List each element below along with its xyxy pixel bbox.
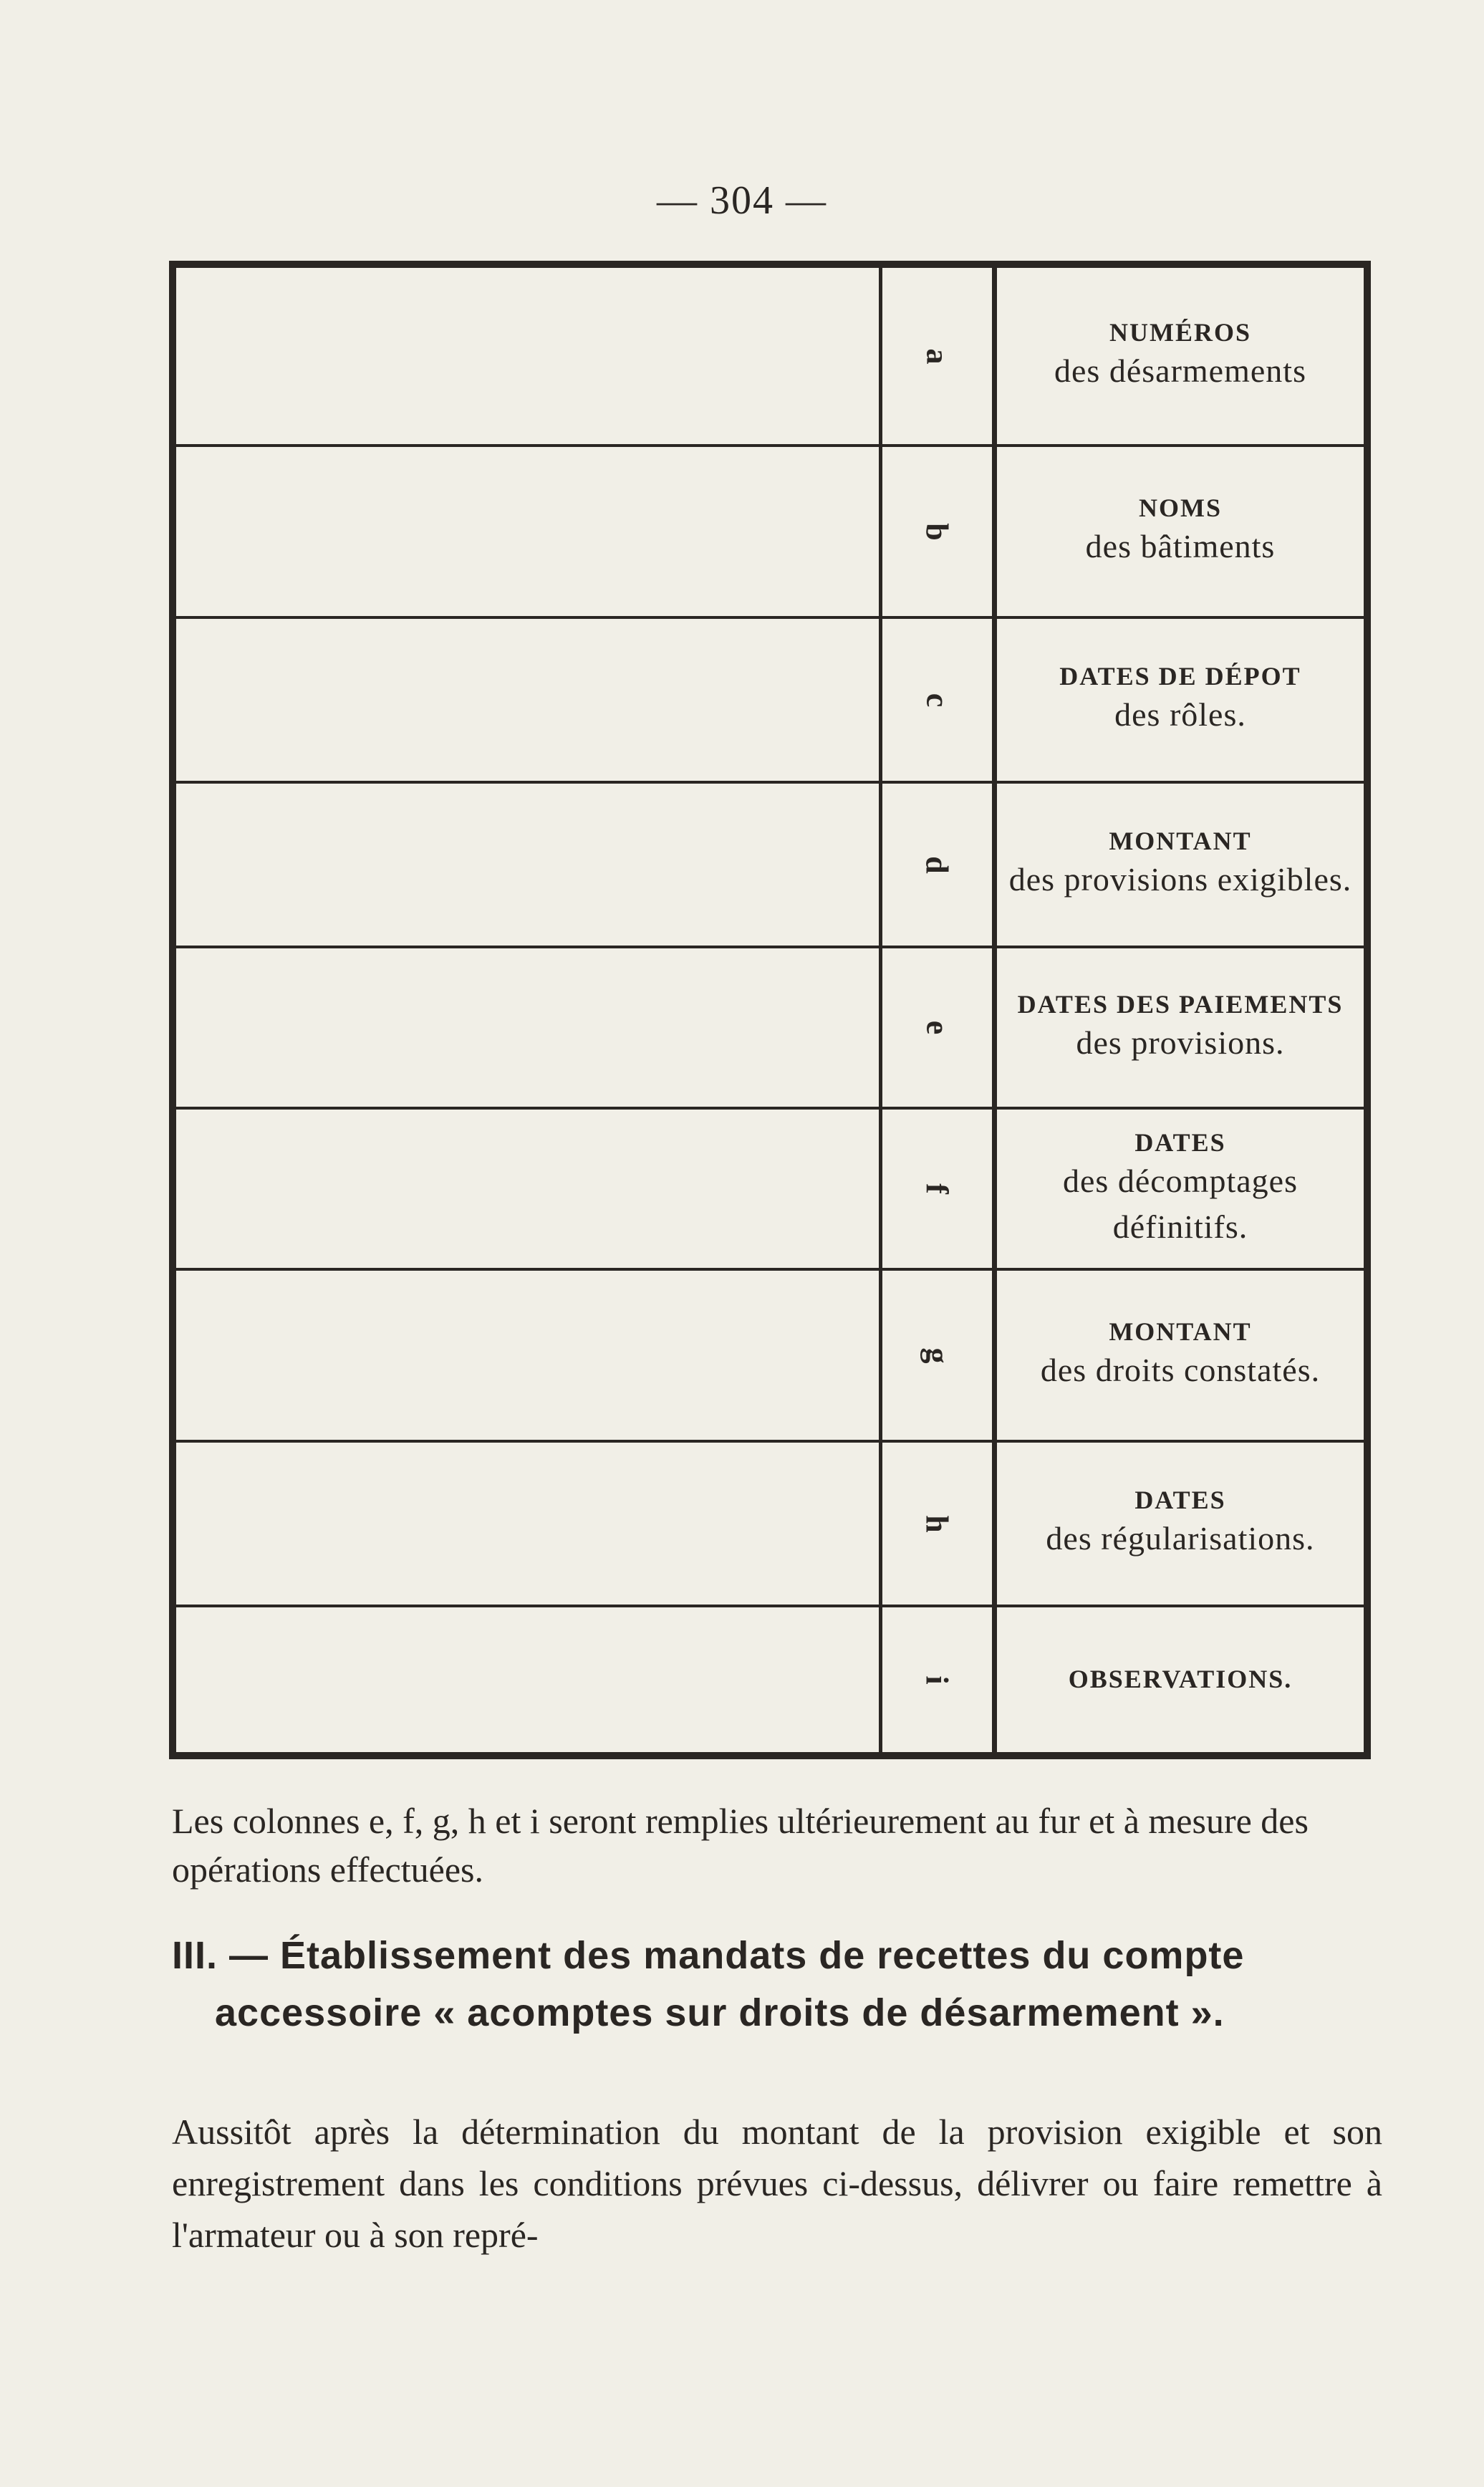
column-letter: g xyxy=(882,1271,997,1440)
table-row xyxy=(176,1271,1364,1443)
entry-cell xyxy=(176,948,882,1107)
body-paragraph: Aussitôt après la détermination du montant de la provision exigible et son enregistrement dans les conditions prévues ci-dessus, délivrer ou faire remettre à l'armateur ou à son repré- xyxy=(172,2112,1382,2255)
column-letter: e xyxy=(882,948,997,1107)
entry-cell xyxy=(176,1607,882,1752)
column-letter: a xyxy=(882,268,997,444)
column-heading-text: des désarmements xyxy=(1054,352,1306,390)
column-letter: d xyxy=(882,784,997,946)
column-heading-text: des provisions. xyxy=(1076,1024,1285,1061)
entry-cell xyxy=(176,447,882,616)
column-letter: c xyxy=(882,619,997,781)
column-heading xyxy=(997,1271,1364,1440)
section-heading: III. — Établissement des mandats de recettes du compte accessoire « acomptes sur droits de désarmement ». xyxy=(172,1934,1245,2034)
table-row xyxy=(176,1110,1364,1271)
entry-cell xyxy=(176,619,882,781)
column-letter: i xyxy=(882,1607,997,1752)
column-heading xyxy=(997,619,1364,781)
column-heading-text: des régularisations. xyxy=(1046,1520,1315,1557)
table-row xyxy=(176,948,1364,1110)
entry-cell xyxy=(176,784,882,946)
table-row xyxy=(176,447,1364,619)
entry-cell xyxy=(176,1271,882,1440)
column-letter: h xyxy=(882,1443,997,1605)
column-heading xyxy=(997,1607,1364,1752)
table-row xyxy=(176,619,1364,784)
column-heading-text: des rôles. xyxy=(1114,696,1246,733)
entry-cell xyxy=(176,268,882,444)
column-heading-caps: DATES DES PAIEMENTS xyxy=(1017,989,1344,1019)
column-heading-caps: MONTANT xyxy=(1109,827,1252,856)
column-heading-text: des bâtiments xyxy=(1085,528,1276,565)
column-heading-caps: DATES DE DÉPOT xyxy=(1059,662,1301,691)
column-heading-caps: NUMÉROS xyxy=(1109,318,1251,347)
entry-cell xyxy=(176,1110,882,1268)
column-heading-caps: MONTANT xyxy=(1109,1317,1252,1347)
entry-cell xyxy=(176,1443,882,1605)
table-row xyxy=(176,784,1364,948)
column-heading-caps: NOMS xyxy=(1139,494,1222,523)
table-row xyxy=(176,1443,1364,1607)
column-heading xyxy=(997,948,1364,1107)
column-heading-caps: DATES xyxy=(1134,1127,1226,1157)
register-table xyxy=(169,261,1371,1759)
column-heading-caps: DATES xyxy=(1134,1486,1226,1515)
column-heading-text: des provisions exigibles. xyxy=(1008,861,1352,898)
column-letter: f xyxy=(882,1110,997,1268)
column-heading xyxy=(997,447,1364,616)
page-number: — 304 — xyxy=(657,178,827,223)
column-heading-text: des décomptages définitifs. xyxy=(1063,1162,1298,1246)
column-heading xyxy=(997,1110,1364,1268)
column-heading xyxy=(997,784,1364,946)
table-row xyxy=(176,268,1364,447)
column-heading xyxy=(997,1443,1364,1605)
table-note: Les colonnes e, f, g, h et i seront remplies ultérieurement au fur et à mesure des opérations effectuées. xyxy=(172,1801,1309,1890)
column-heading xyxy=(997,268,1364,444)
column-letter: b xyxy=(882,447,997,616)
column-heading-caps: OBSERVATIONS. xyxy=(1068,1665,1293,1694)
table-row xyxy=(176,1607,1364,1752)
column-heading-text: des droits constatés. xyxy=(1040,1352,1321,1389)
